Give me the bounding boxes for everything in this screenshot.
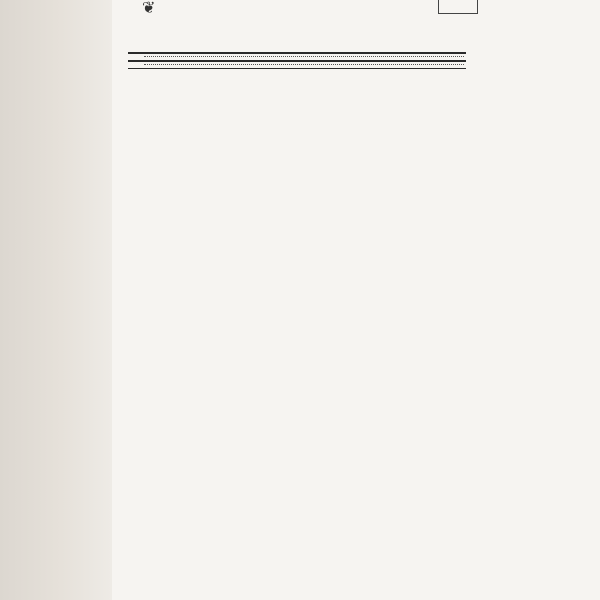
book-gutter-shadow: [0, 0, 112, 600]
leader-dots: [144, 56, 464, 57]
divider: [128, 68, 466, 69]
page-number: [438, 0, 478, 14]
table-of-contents: [128, 46, 466, 69]
ornament-icon: ❦: [142, 0, 156, 17]
part-two: [128, 61, 466, 68]
book-page: [112, 0, 600, 600]
leader-dots: [144, 64, 464, 65]
